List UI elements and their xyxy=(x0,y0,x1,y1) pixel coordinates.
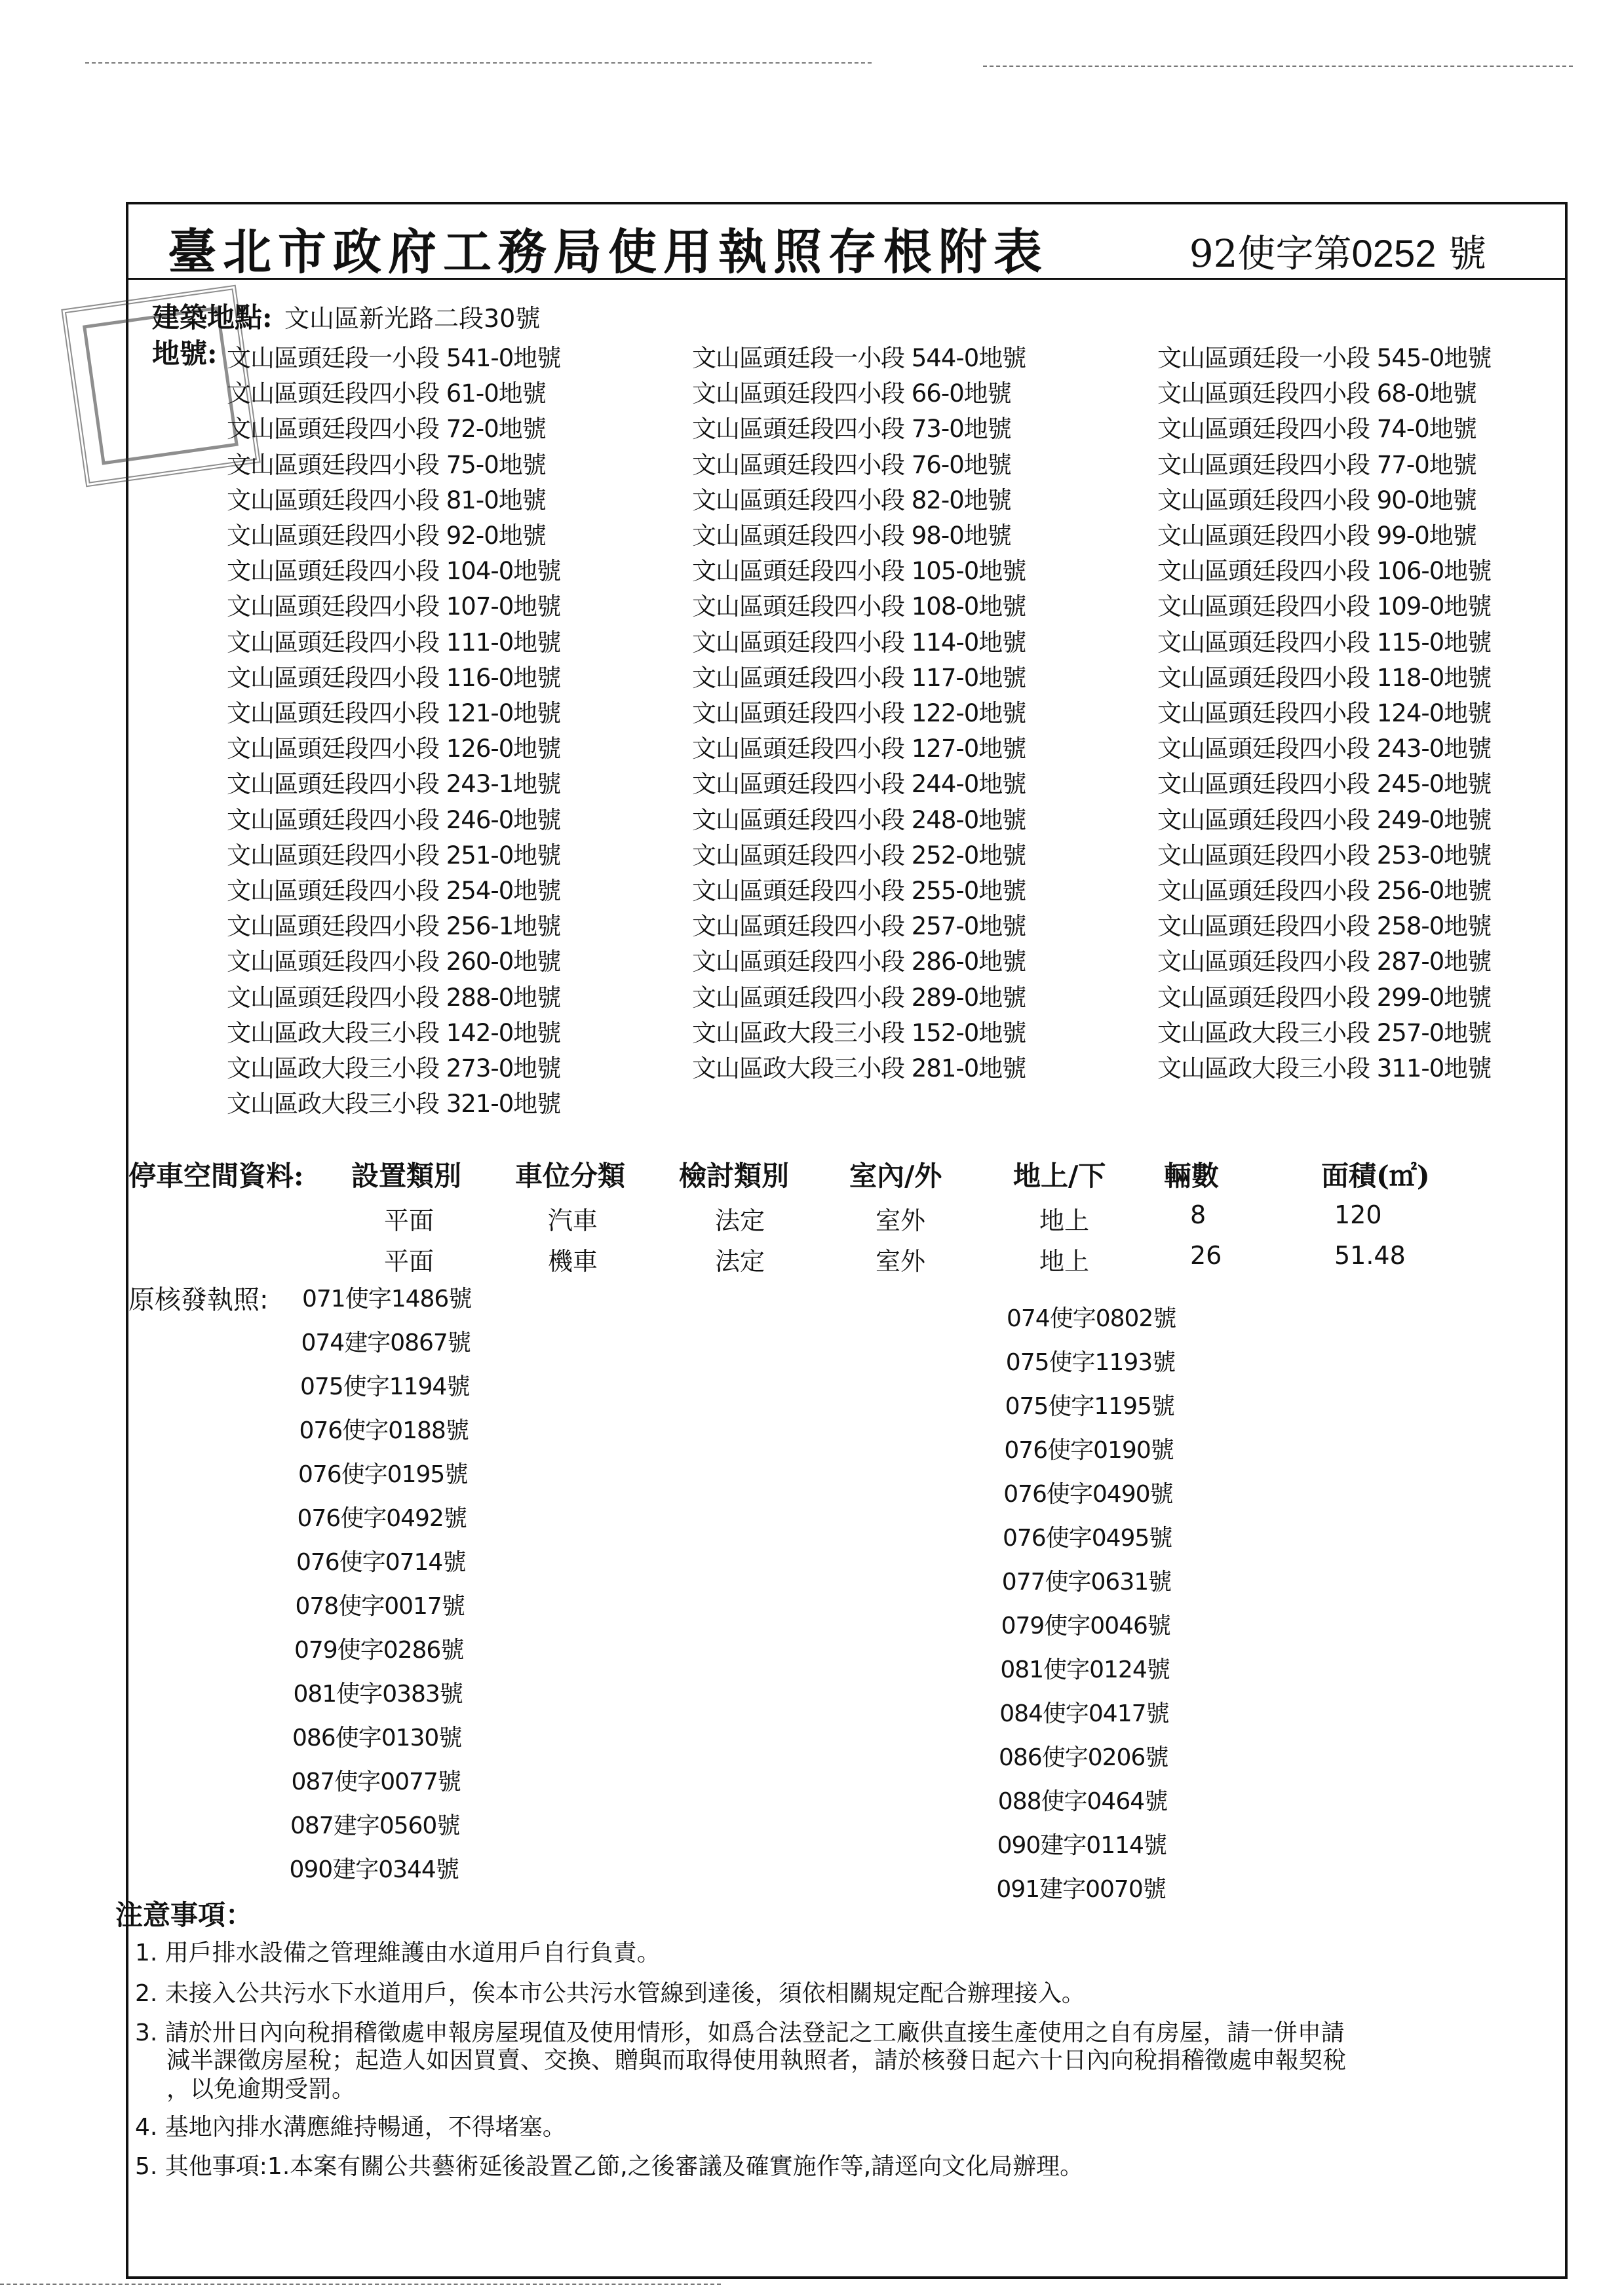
land-lot-item: 文山區頭廷段一小段 541-0地號 xyxy=(227,344,561,372)
license-item: 076使字0190號 xyxy=(1004,1437,1174,1464)
land-lot-item: 文山區頭廷段四小段 68-0地號 xyxy=(1157,379,1476,408)
license-item: 078使字0017號 xyxy=(295,1593,465,1620)
land-lot-item: 文山區頭廷段四小段 299-0地號 xyxy=(1157,983,1492,1012)
license-item: 090建字0114號 xyxy=(997,1832,1167,1859)
land-lot-item: 文山區頭廷段四小段 104-0地號 xyxy=(227,557,561,586)
parking-header-cell: 地上/下 xyxy=(1013,1160,1106,1192)
land-lot-item: 文山區政大段三小段 321-0地號 xyxy=(227,1090,561,1119)
land-lot-item: 文山區頭廷段四小段 92-0地號 xyxy=(227,522,546,550)
land-lot-item: 文山區頭廷段四小段 127-0地號 xyxy=(692,735,1026,763)
note-item: 4. 基地內排水溝應維持暢通，不得堵塞。 xyxy=(135,2114,566,2141)
parking-cell: 8 xyxy=(1190,1200,1206,1229)
permit-suffix: 號 xyxy=(1448,231,1486,276)
land-lot-item: 文山區頭廷段四小段 115-0地號 xyxy=(1157,628,1492,657)
parking-cell: 地上 xyxy=(1039,1206,1090,1235)
land-lot-item: 文山區頭廷段四小段 251-0地號 xyxy=(227,841,561,870)
parking-cell: 平面 xyxy=(384,1247,434,1276)
land-lot-item: 文山區頭廷段四小段 109-0地號 xyxy=(1157,592,1492,621)
license-item: 081使字0383號 xyxy=(293,1681,463,1708)
scan-artifact-line xyxy=(983,66,1573,67)
land-lot-item: 文山區頭廷段四小段 253-0地號 xyxy=(1157,841,1492,870)
land-lot-item: 文山區頭廷段一小段 544-0地號 xyxy=(692,344,1026,372)
lots-label: 地號: xyxy=(152,337,218,370)
land-lot-item: 文山區政大段三小段 257-0地號 xyxy=(1157,1018,1492,1047)
land-lot-item: 文山區頭廷段四小段 76-0地號 xyxy=(692,450,1011,479)
parking-cell: 室外 xyxy=(876,1247,926,1276)
land-lot-item: 文山區頭廷段四小段 98-0地號 xyxy=(692,522,1011,550)
land-lot-item: 文山區頭廷段四小段 106-0地號 xyxy=(1157,557,1492,586)
land-lot-item: 文山區頭廷段四小段 117-0地號 xyxy=(692,663,1026,692)
license-item: 075使字1195號 xyxy=(1005,1393,1174,1420)
parking-header-cell: 車位分類 xyxy=(515,1160,626,1192)
land-lot-item: 文山區頭廷段四小段 81-0地號 xyxy=(227,486,546,514)
title-bar xyxy=(128,204,1565,280)
document-title: 臺北市政府工務局使用執照存根附表 xyxy=(168,224,1049,280)
parking-header-cell: 設置類別 xyxy=(351,1160,462,1192)
license-item: 076使字0714號 xyxy=(296,1549,466,1576)
license-item: 075使字1193號 xyxy=(1005,1349,1176,1376)
license-item: 074使字0802號 xyxy=(1007,1305,1176,1332)
land-lot-item: 文山區頭廷段四小段 256-1地號 xyxy=(227,912,561,941)
permit-number-value: 0252 xyxy=(1351,233,1437,275)
address-value: 文山區新光路二段30號 xyxy=(284,304,541,333)
license-item: 088使字0464號 xyxy=(997,1788,1168,1815)
license-item: 076使字0492號 xyxy=(297,1505,467,1532)
license-item: 076使字0195號 xyxy=(298,1461,468,1488)
land-lot-item: 文山區頭廷段四小段 124-0地號 xyxy=(1157,699,1492,727)
land-lot-item: 文山區政大段三小段 142-0地號 xyxy=(227,1018,561,1047)
land-lot-item: 文山區頭廷段四小段 122-0地號 xyxy=(692,699,1026,727)
address-label: 建築地點: xyxy=(152,301,273,334)
license-item: 075使字1194號 xyxy=(300,1373,470,1400)
land-lot-item: 文山區頭廷段四小段 257-0地號 xyxy=(692,912,1026,941)
license-item: 081使字0124號 xyxy=(1000,1656,1170,1683)
parking-header-cell: 輛數 xyxy=(1164,1160,1220,1192)
land-lot-item: 文山區頭廷段四小段 90-0地號 xyxy=(1157,486,1476,514)
parking-cell: 機車 xyxy=(548,1247,598,1276)
parking-cell: 51.48 xyxy=(1334,1241,1406,1270)
parking-cell: 26 xyxy=(1190,1241,1222,1270)
land-lot-item: 文山區頭廷段四小段 75-0地號 xyxy=(227,450,546,479)
land-lot-item: 文山區頭廷段四小段 105-0地號 xyxy=(692,557,1026,586)
land-lot-item: 文山區頭廷段四小段 66-0地號 xyxy=(692,379,1011,408)
land-lot-item: 文山區政大段三小段 311-0地號 xyxy=(1157,1054,1492,1082)
license-item: 087使字0077號 xyxy=(291,1769,461,1795)
note-item: 減半課徵房屋稅；起造人如因買賣、交換、贈與而取得使用執照者，請於核發日起六十日內向稅捐稽徵處申報契稅 xyxy=(166,2047,1347,2074)
land-lot-item: 文山區頭廷段四小段 121-0地號 xyxy=(227,699,561,727)
land-lot-item: 文山區頭廷段四小段 243-0地號 xyxy=(1157,735,1492,763)
land-lot-item: 文山區頭廷段一小段 545-0地號 xyxy=(1157,344,1492,372)
license-item: 079使字0046號 xyxy=(1001,1613,1170,1639)
land-lot-item: 文山區頭廷段四小段 258-0地號 xyxy=(1157,912,1492,941)
parking-cell: 室外 xyxy=(876,1206,926,1235)
license-item: 090建字0344號 xyxy=(289,1856,459,1883)
note-item: ，以免逾期受罰。 xyxy=(166,2076,356,2103)
parking-cell: 平面 xyxy=(384,1206,434,1235)
land-lot-item: 文山區頭廷段四小段 118-0地號 xyxy=(1157,663,1492,692)
parking-cell: 地上 xyxy=(1039,1247,1090,1276)
permit-number xyxy=(1189,223,1486,278)
land-lot-item: 文山區頭廷段四小段 287-0地號 xyxy=(1157,947,1492,976)
land-lot-item: 文山區頭廷段四小段 286-0地號 xyxy=(692,947,1026,976)
land-lot-item: 文山區頭廷段四小段 82-0地號 xyxy=(692,486,1011,514)
land-lot-item: 文山區頭廷段四小段 77-0地號 xyxy=(1157,450,1476,479)
land-lot-item: 文山區頭廷段四小段 255-0地號 xyxy=(692,877,1026,905)
land-lot-item: 文山區政大段三小段 273-0地號 xyxy=(227,1054,561,1082)
license-item: 086使字0206號 xyxy=(999,1744,1168,1771)
land-lot-item: 文山區頭廷段四小段 249-0地號 xyxy=(1157,805,1492,834)
land-lot-item: 文山區頭廷段四小段 61-0地號 xyxy=(227,379,546,408)
land-lot-item: 文山區頭廷段四小段 260-0地號 xyxy=(227,947,561,976)
land-lot-item: 文山區頭廷段四小段 244-0地號 xyxy=(692,770,1026,799)
license-item: 087建字0560號 xyxy=(290,1812,460,1839)
parking-cell: 法定 xyxy=(715,1247,765,1276)
scan-artifact-line xyxy=(85,62,872,64)
land-lot-item: 文山區頭廷段四小段 252-0地號 xyxy=(692,841,1026,870)
license-item: 086使字0130號 xyxy=(292,1725,462,1751)
parking-cell: 汽車 xyxy=(548,1206,598,1235)
land-lot-item: 文山區頭廷段四小段 245-0地號 xyxy=(1157,770,1492,799)
parking-label: 停車空間資料: xyxy=(128,1160,304,1192)
note-item: 5. 其他事項:1.本案有關公共藝術延後設置乙節,之後審議及確實施作等,請逕向文化局辦理。 xyxy=(135,2153,1084,2180)
land-lot-item: 文山區頭廷段四小段 74-0地號 xyxy=(1157,415,1476,444)
land-lot-item: 文山區頭廷段四小段 99-0地號 xyxy=(1157,522,1476,550)
note-item: 2. 未接入公共污水下水道用戶，俟本市公共污水管線到達後，須依相關規定配合辦理接入。 xyxy=(135,1980,1085,2007)
land-lot-item: 文山區頭廷段四小段 126-0地號 xyxy=(227,735,561,763)
land-lot-item: 文山區頭廷段四小段 116-0地號 xyxy=(227,663,561,692)
land-lot-item: 文山區頭廷段四小段 108-0地號 xyxy=(692,592,1026,621)
parking-cell: 法定 xyxy=(715,1206,765,1235)
license-item: 074建字0867號 xyxy=(301,1330,471,1356)
note-item: 3. 請於卅日內向稅捐稽徵處申報房屋現值及使用情形，如爲合法登記之工廠供直接生產使用之自有房屋，請一併申請 xyxy=(135,2019,1345,2046)
license-item: 076使字0490號 xyxy=(1003,1481,1173,1508)
land-lot-item: 文山區頭廷段四小段 289-0地號 xyxy=(692,983,1026,1012)
land-lot-item: 文山區頭廷段四小段 254-0地號 xyxy=(227,877,561,905)
license-item: 084使字0417號 xyxy=(999,1700,1169,1727)
permit-prefix: 92使字第 xyxy=(1189,231,1352,276)
document-frame xyxy=(115,202,1568,2279)
parking-cell: 120 xyxy=(1334,1200,1382,1229)
original-licenses-label: 原核發執照: xyxy=(128,1285,269,1315)
notes-title: 注意事項： xyxy=(115,1899,254,1931)
land-lot-item: 文山區政大段三小段 152-0地號 xyxy=(692,1018,1026,1047)
license-item: 091建字0070號 xyxy=(996,1876,1166,1903)
land-lot-item: 文山區頭廷段四小段 246-0地號 xyxy=(227,805,561,834)
parking-header-cell: 面積(㎡) xyxy=(1321,1160,1430,1192)
note-item: 1. 用戶排水設備之管理維護由水道用戶自行負責。 xyxy=(135,1940,661,1966)
license-item: 076使字0495號 xyxy=(1003,1525,1172,1552)
license-item: 077使字0631號 xyxy=(1001,1569,1172,1596)
scan-artifact-line xyxy=(0,2284,721,2285)
land-lot-item: 文山區頭廷段四小段 73-0地號 xyxy=(692,415,1011,444)
land-lot-item: 文山區政大段三小段 281-0地號 xyxy=(692,1054,1026,1082)
land-lot-item: 文山區頭廷段四小段 256-0地號 xyxy=(1157,877,1492,905)
land-lot-item: 文山區頭廷段四小段 288-0地號 xyxy=(227,983,561,1012)
license-item: 079使字0286號 xyxy=(294,1637,464,1664)
license-item: 076使字0188號 xyxy=(299,1417,469,1444)
land-lot-item: 文山區頭廷段四小段 114-0地號 xyxy=(692,628,1026,657)
land-lot-item: 文山區頭廷段四小段 248-0地號 xyxy=(692,805,1026,834)
parking-header-cell: 室內/外 xyxy=(849,1160,942,1192)
parking-header-cell: 檢討類別 xyxy=(679,1160,790,1192)
land-lot-item: 文山區頭廷段四小段 72-0地號 xyxy=(227,415,546,444)
land-lot-item: 文山區頭廷段四小段 243-1地號 xyxy=(227,770,561,799)
license-item: 071使字1486號 xyxy=(302,1286,472,1312)
land-lot-item: 文山區頭廷段四小段 111-0地號 xyxy=(227,628,561,657)
land-lot-item: 文山區頭廷段四小段 107-0地號 xyxy=(227,592,561,621)
